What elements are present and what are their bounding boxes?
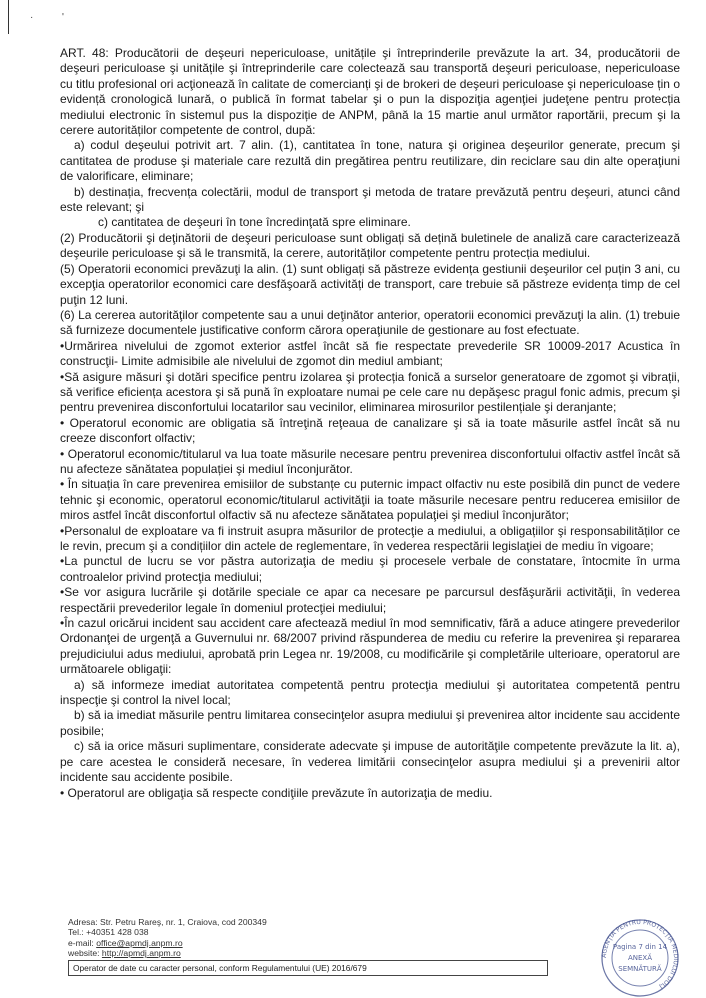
bullet-sewer-maintenance: • Operatorul economic are obligatia să întreţină reţeaua de canalizare şi să ia toate măsurile astfel încât să nu creeze disconfort olfactiv; xyxy=(60,415,680,446)
obligation-a: a) să informeze imediat autoritatea competentă pentru protecţia mediului şi autoritatea competentă pentru inspecţie şi control la nivel local; xyxy=(60,677,680,708)
article-48-para-2: (2) Producătorii şi deţinătorii de deşeuri periculoase sunt obligați să dețină buletinele de analiză care caracterizează deşeurile periculoase şi să le transmită, la cerere, autorităților competente pentru protecția mediului. xyxy=(60,230,680,261)
gdpr-notice: Operator de date cu caracter personal, conform Regulamentului (UE) 2016/679 xyxy=(68,960,548,976)
official-stamp xyxy=(585,918,695,998)
stamp-signature-label: SEMNĂTURĂ xyxy=(618,965,662,973)
article-48-para-5: (5) Operatorii economici prevăzuţi la alin. (1) sunt obligați să păstreze evidența gestiunii deşeurilor cel puțin 3 ani, cu excepţia operatorilor economici care desfăşoară activități de transport, care trebuie să păstreze evidența timp de cel puţin 12 luni. xyxy=(60,261,680,307)
stamp-page-number: Pagina 7 din 14 xyxy=(612,943,668,951)
bullet-permit-keeping: •La punctul de lucru se vor păstra autorizaţia de mediu şi procesele verbale de constatare, întocmite în urma controalelor privind protecţia mediului; xyxy=(60,554,680,584)
bullet-permit-conditions: • Operatorul are obligaţia să respecte condiţiile prevăzute în autorizaţia de mediu. xyxy=(60,785,493,800)
footer-website-link[interactable]: http://apmdj.anpm.ro xyxy=(101,948,181,959)
bullet-noise-insulation: •Să asigure măsuri şi dotări specifice pentru izolarea şi protecția fonică a surselor generatoare de zgomot şi vibrații, să verifice eficiența acestora şi să pună în exploatare numai pe cele care nu depăşesc pragul fonic admis, precum şi pentru prevenirea disconfortului locatarilor sau vecinilor, eliminarea mirosurilor pestilențiale şi deranjante; xyxy=(60,369,680,415)
page-margin-line xyxy=(8,0,9,34)
article-48-point-a: a) codul deşeului potrivit art. 7 alin. (1), cantitatea în tone, natura şi originea deşeurilor generate, precum şi cantitatea de produse şi materiale care rezultă din pregătirea pentru reutilizare, din reciclare sau din alte operaţiuni de valorificare, eliminare; xyxy=(60,138,680,184)
obligation-c: c) să ia orice măsuri suplimentare, considerate adecvate şi impuse de autorităţile competente prevăzute la lit. a), pe care acestea le consideră necesare, în vederea limitării consecinţelor asupra mediului şi a prevenirii altor incidente sau accidente posibile. xyxy=(60,739,680,785)
article-48-para-6: (6) La cererea autorităţilor competente sau a unui deţinător anterior, operatorii economici prevăzuţi la alin. (1) trebuie să furnizeze documentele justificative conform cărora operaţiunile de gestionare au fost efectuate. xyxy=(60,307,680,338)
footer-email-link[interactable]: office@apmdj.anpm.ro xyxy=(96,937,183,948)
document-body xyxy=(60,46,680,801)
footer-phone: Tel.: +40351 428 038 xyxy=(68,927,149,938)
article-48-point-c: c) cantitatea de deşeuri în tone încredinţată spre eliminare. xyxy=(98,215,411,230)
footer-website-label: website: xyxy=(68,948,102,959)
article-48-intro: ART. 48: Producătorii de deşeuri nepericuloase, unitățile şi întreprinderile prevăzute la art. 34, producătorii de deşeuri periculoase şi unitățile şi întreprinderile care colectează sau transportă deşeuri periculoase, nepericuloase cu titlu profesional ori acţionează în calitate de comercianți şi de brokeri de deşeuri periculoase şi nepericuloase țin o evidență cronologică lunară, o publică în format tabelar şi o pun la dispoziţia agenţiei judeţene pentru protecția mediului electronic în sistemul pus la dispoziție de ANPM, până la 15 martie anul următor raportării, precum şi la cerere autorităților competente de control, după: xyxy=(60,46,680,138)
stamp-ring-text: AGENŢIA PENTRU PROTECŢIA MEDIULUI DOLJ xyxy=(600,918,680,991)
bullet-incident-obligations: •În cazul oricărui incident sau accident care afectează mediul în mod semnificativ, fără a aduce atingere prevederilor Ordonanţei de urgenţă a Guvernului nr. 68/2007 privind răspunderea de mediu cu referire la prevenirea şi repararea prejudiciului adus mediului, aprobată prin Legea nr. 19/2008, cu modificările şi completările ulterioare, operatorul are următoarele obligaţii: xyxy=(60,616,680,677)
footer-email-row xyxy=(68,938,548,948)
bullet-special-works: •Se vor asigura lucrările şi dotările speciale ce apar ca necesare pe parcursul desfăşurării activităţii, în vederea respectării prevederilor legale în domeniul protecţiei mediului; xyxy=(60,585,680,615)
page-mark: ' xyxy=(62,12,64,23)
stamp-annex-label: ANEXĂ xyxy=(627,954,653,962)
article-48-point-b: b) destinația, frecvența colectării, modul de transport şi metoda de tratare prevăzută pentru deşeuri, atunci când este relevant; şi xyxy=(60,184,680,215)
bullet-staff-training: •Personalul de exploatare va fi instruit asupra măsurilor de protecţie a mediului, a obligațiilor şi responsabilităților ce le revin, precum şi a condițiilor din actele de reglementare, în vederea respectării legislaţiei de mediu în vigoare; xyxy=(60,523,680,553)
bullet-odor-prevention: • Operatorul economic/titularul va lua toate măsurile necesare pentru prevenirea disconfortului olfactiv astfel încât să nu afecteze sănătatea populației şi mediul înconjurător. xyxy=(60,446,680,476)
obligation-b: b) să ia imediat măsurile pentru limitarea consecinţelor asupra mediului şi prevenirea altor incidente sau accidente posibile; xyxy=(60,708,680,738)
footer-website-row xyxy=(68,948,548,958)
page-mark: · xyxy=(30,12,34,23)
footer-email-label: e-mail: xyxy=(68,937,97,948)
bullet-noise-monitoring: •Urmărirea nivelului de zgomot exterior astfel încât să fie respectate prevederile SR 10009-2017 Acustica în construcţii- Limite admisibile ale nivelului de zgomot din mediul ambiant; xyxy=(60,338,680,369)
page-footer xyxy=(68,917,548,959)
footer-address: Adresa: Str. Petru Rareş, nr. 1, Craiova, cod 200349 xyxy=(68,917,267,927)
bullet-odor-emissions: • În situația în care prevenirea emisiilor de substanțe cu puternic impact olfactiv nu este posibilă din punct de vedere tehnic şi economic, operatorul economic/titularul activităţii ia toate măsurile necesare pentru reducerea emisiilor de miros astfel încât disconfortul olfactiv să nu afecteze sănătatea populaţiei şi mediul înconjurător; xyxy=(60,477,680,523)
